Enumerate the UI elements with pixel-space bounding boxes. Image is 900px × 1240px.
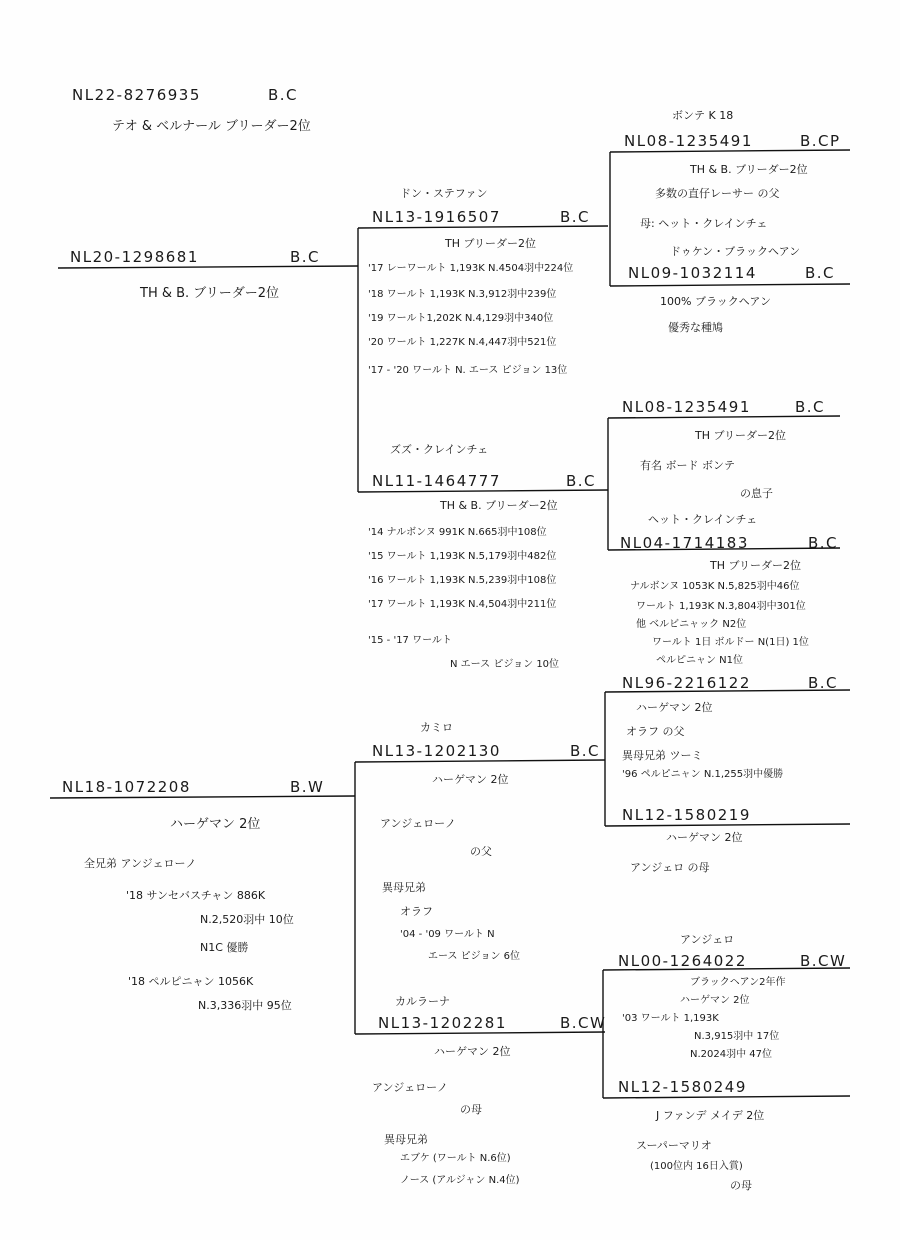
header-reg: NL22-8276935 [72,86,201,104]
dam-dam-note-2: ワールト 1,193K N.3,804羽中301位 [636,601,806,612]
second-note-6: N.3,336羽中 95位 [198,999,292,1012]
second-underline [50,796,355,798]
s2-dam-note-5: ノース (アルジャン N.4位) [400,1175,520,1186]
s2-ds-note-5: N.2024羽中 47位 [690,1049,773,1060]
s2-dd-note-1: スーパーマリオ [636,1139,712,1152]
s2-dam-reg: NL13-1202281 [378,1014,507,1032]
second-sex: B.W [290,778,325,796]
s2-sire-underline [355,760,605,762]
s2-ss-note-3: 異母兄弟 ツーミ [622,749,703,762]
s2-sire-note-2: の父 [470,845,492,858]
dam-sire-reg: NL08-1235491 [622,398,751,416]
dam-dam-sex: B.C [808,534,839,552]
sire-sire-reg: NL08-1235491 [624,132,753,150]
sire-dam-reg: NL09-1032114 [628,264,757,282]
sire-dam-sex: B.C [805,264,836,282]
s2-sire-reg: NL13-1202130 [372,742,501,760]
s2-sd-title: ハーゲマン 2位 [666,831,743,844]
s2-ds-note-4: N.3,915羽中 17位 [694,1031,780,1042]
dam-name: ズズ・クレインチェ [390,443,489,456]
s2-sire-name: カミロ [420,721,453,734]
dam-sire-note-2: の息子 [740,487,773,500]
sire-name: ドン・ステファン [400,187,488,200]
sire-dam-underline [610,284,850,286]
s2-dam-note-2: の母 [460,1103,482,1116]
root-underline [58,266,358,268]
s2-ss-note-2: オラフ の父 [626,725,685,738]
sire-result-1: '17 レーワールト 1,193K N.4504羽中224位 [368,263,574,274]
sire-sire-underline [610,150,850,152]
sire-underline [358,226,608,228]
sire-title: TH ブリーダー2位 [445,237,537,250]
s2-dam-note-1: アンジェローノ [372,1081,448,1094]
s2-dd-underline [603,1096,850,1098]
s2-dd-note-2: (100位内 16日入賞) [650,1161,743,1172]
sire-sex: B.C [560,208,591,226]
second-title: ハーゲマン 2位 [170,817,261,832]
s2-ds-note-1: ブラックヘアン2年作 [690,977,786,988]
second-note-4: N1C 優勝 [200,941,249,954]
s2-ds-reg: NL00-1264022 [618,952,747,970]
sire-sire-sex: B.CP [800,132,841,150]
s2-sire-note-6: エース ピジョン 6位 [428,951,521,962]
s2-sire-note-5: '04 - '09 ワールト N [400,929,495,940]
second-reg: NL18-1072208 [62,778,191,796]
s2-dam-underline [355,1032,605,1034]
dam-sire-sex: B.C [795,398,826,416]
dam-sire-title: TH ブリーダー2位 [695,429,787,442]
sire-dam-name: ドゥケン・ブラックヘアン [670,245,801,258]
dam-result-1: '14 ナルボンヌ 991K N.665羽中108位 [368,527,547,538]
s2-sd-reg: NL12-1580219 [622,806,751,824]
s2-dd-reg: NL12-1580249 [618,1078,747,1096]
second-note-1: 全兄弟 アンジェローノ [84,857,197,870]
s2-ds-note-3: '03 ワールト 1,193K [622,1013,719,1024]
sire-sire-note-2: 多数の直仔レーサー の父 [655,187,780,200]
second-note-2: '18 サンセバスチャン 886K [126,889,266,902]
second-note-5: '18 ペルピニャン 1056K [128,975,254,988]
s2-dam-sex: B.CW [560,1014,607,1032]
s2-dd-title: J ファンデ メイデ 2位 [656,1109,765,1122]
sire-result-2: '18 ワールト 1,193K N.3,912羽中239位 [368,289,557,300]
s2-dd-note-3: の母 [730,1179,752,1192]
s2-sire-title: ハーゲマン 2位 [432,773,509,786]
s2-ss-note-1: ハーゲマン 2位 [636,701,713,714]
dam-sire-underline [608,416,840,418]
dam-dam-note-5: ペルピニャン N1位 [656,655,744,666]
s2-sd-note: アンジェロ の母 [630,861,710,874]
s2-sire-note-1: アンジェローノ [380,817,456,830]
sire-result-5: '17 - '20 ワールト N. エース ピジョン 13位 [368,365,568,376]
dam-title: TH & B. ブリーダー2位 [440,499,558,512]
second-note-3: N.2,520羽中 10位 [200,913,294,926]
root-sex: B.C [290,248,321,266]
dam-result-4: '17 ワールト 1,193K N.4,504羽中211位 [368,599,557,610]
s2-sire-sex: B.C [570,742,601,760]
s2-sire-note-4: オラフ [400,905,433,918]
header-sex: B.C [268,86,299,104]
dam-dam-reg: NL04-1714183 [620,534,749,552]
dam-dam-note-1: ナルボンヌ 1053K N.5,825羽中46位 [630,581,800,592]
s2-ss-note-4: '96 ペルピニャン N.1,255羽中優勝 [622,769,784,780]
dam-dam-note-4: ワールト 1日 ボルドー N(1日) 1位 [652,637,809,648]
dam-dam-name: ヘット・クレインチェ [648,513,758,526]
sire-reg: NL13-1916507 [372,208,501,226]
root-reg: NL20-1298681 [70,248,199,266]
s2-dam-title: ハーゲマン 2位 [434,1045,511,1058]
s2-ds-pre: アンジェロ [680,933,735,946]
s2-ss-reg: NL96-2216122 [622,674,751,692]
header-title: テオ & ベルナール ブリーダー2位 [112,119,311,134]
root-title: TH & B. ブリーダー2位 [140,286,280,301]
dam-dam-title: TH ブリーダー2位 [710,559,802,572]
sire-sire-note-3: 母: ヘット・クレインチェ [640,217,768,230]
dam-sire-note-1: 有名 ボード ボンテ [640,459,735,472]
sire-dam-note-2: 優秀な種鳩 [668,321,723,334]
dam-result-2: '15 ワールト 1,193K N.5,179羽中482位 [368,551,557,562]
sire-result-4: '20 ワールト 1,227K N.4,447羽中521位 [368,337,557,348]
dam-underline [358,490,608,492]
dam-ace-label: '15 - '17 ワールト [368,635,452,646]
s2-dam-name: カルラーナ [395,995,450,1008]
s2-ds-sex: B.CW [800,952,847,970]
sire-sire-note-1: TH & B. ブリーダー2位 [690,163,808,176]
sire-result-3: '19 ワールト1,202K N.4,129羽中340位 [368,313,554,324]
dam-sex: B.C [566,472,597,490]
s2-sire-note-3: 異母兄弟 [382,881,426,894]
s2-ss-sex: B.C [808,674,839,692]
dam-ace-value: N エース ピジョン 10位 [450,659,560,670]
dam-reg: NL11-1464777 [372,472,501,490]
sire-dam-note-1: 100% ブラックヘアン [660,295,771,308]
s2-dam-note-4: エブケ (ワールト N.6位) [400,1153,511,1164]
s2-ds-note-2: ハーゲマン 2位 [680,995,750,1006]
s2-dam-note-3: 異母兄弟 [384,1133,428,1146]
s2-sd-underline [605,824,850,826]
dam-dam-note-3: 他 ベルビニャック N2位 [636,619,747,630]
sire-sire-name: ボンテ K 18 [672,109,734,122]
dam-result-3: '16 ワールト 1,193K N.5,239羽中108位 [368,575,557,586]
